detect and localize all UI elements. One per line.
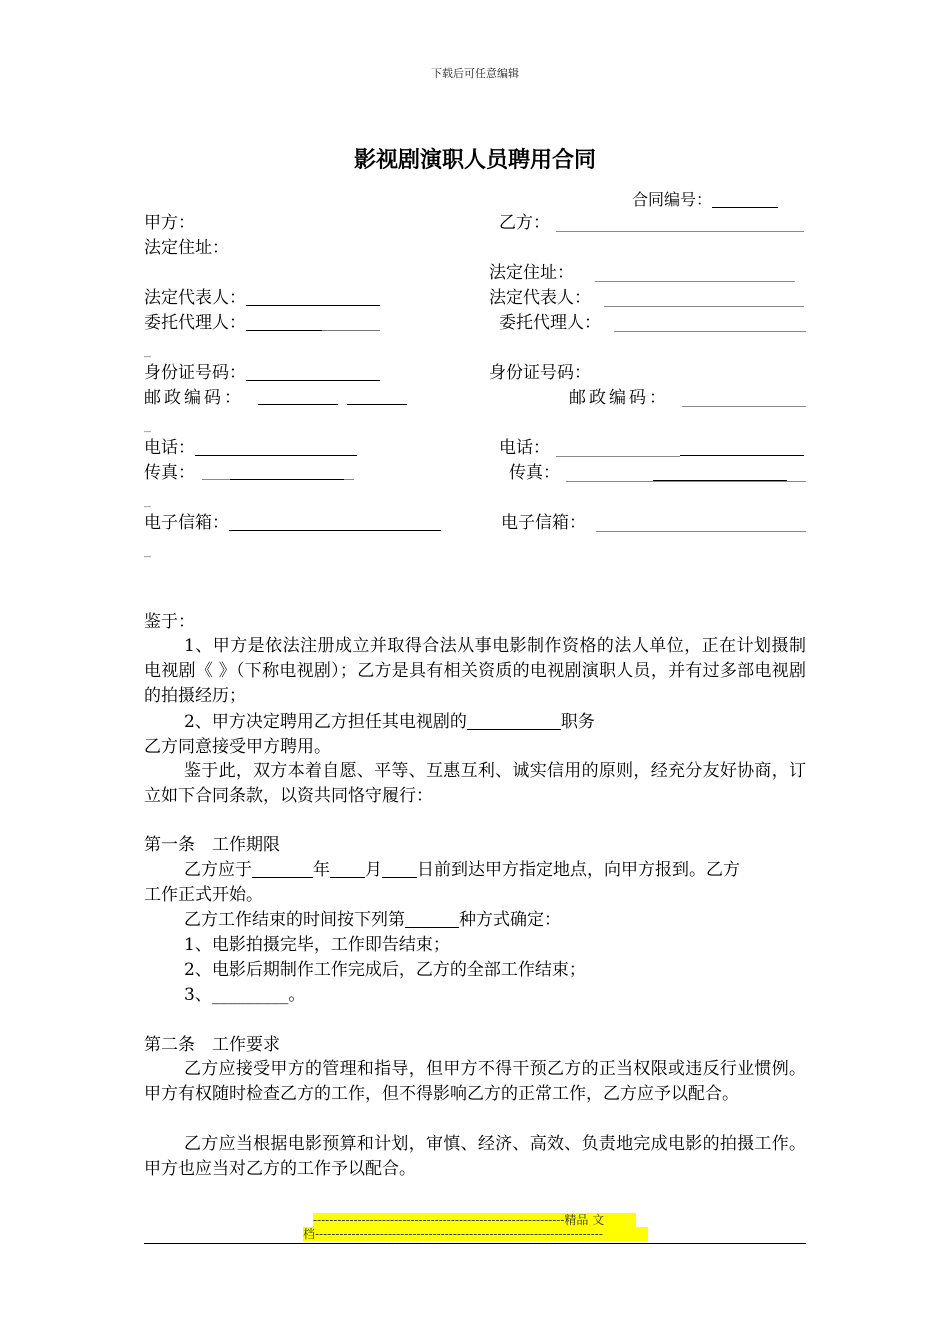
party-a-post-label: 邮政编码： xyxy=(144,388,244,408)
whereas-clause-2-line2: 乙方同意接受甲方聘用。 xyxy=(144,737,331,757)
party-b-phone-field[interactable] xyxy=(680,455,804,456)
party-a-email-label: 电子信箱： xyxy=(144,513,229,533)
article-1-item-3 xyxy=(184,984,305,1006)
party-a-email-field[interactable] xyxy=(229,513,441,531)
wrap-dash: _ xyxy=(144,417,151,433)
party-b-agent-field[interactable] xyxy=(614,331,806,332)
party-a-phone-field[interactable] xyxy=(195,438,357,456)
party-a-agent-field-ext xyxy=(322,313,380,331)
document-title: 影视剧演职人员聘用合同 xyxy=(353,148,596,173)
wrap-dash: _ xyxy=(144,542,151,558)
party-a-fax-field[interactable] xyxy=(230,479,344,480)
article-1-heading: 第一条 工作期限 xyxy=(144,835,280,855)
article-1-clause-2 xyxy=(184,909,561,931)
party-a-agent-row xyxy=(144,312,380,334)
party-b-fax-label: 传真： xyxy=(509,463,560,483)
end-method-field[interactable] xyxy=(405,910,459,928)
party-a-label: 甲方： xyxy=(144,213,195,233)
year-label: 年 xyxy=(313,860,330,880)
party-b-agent-label: 委托代理人： xyxy=(499,313,601,333)
article-2-clause-1: 乙方应接受甲方的管理和指导，但甲方不得干预乙方的正当权限或违反行业惯例。甲方有权随时检查乙方的工作，但不得影响乙方的正常工作，乙方应予以配合。 xyxy=(144,1059,806,1104)
party-a-fax-row xyxy=(144,462,195,484)
whereas-clause-2 xyxy=(184,711,595,733)
article-1-clause-1-text: 乙方应于 xyxy=(184,860,252,880)
party-b-email-label: 电子信箱： xyxy=(501,513,586,533)
article-1-clause-2-text: 乙方工作结束的时间按下列第 xyxy=(184,910,405,930)
party-a-phone-label: 电话： xyxy=(144,438,195,458)
party-a-post-row xyxy=(144,387,244,409)
article-1-clause-1 xyxy=(184,859,740,881)
party-b-rep-field[interactable] xyxy=(604,306,804,307)
party-b-email-field[interactable] xyxy=(596,531,806,532)
party-a-rep-label: 法定代表人： xyxy=(144,288,246,308)
article-1-clause-1-line2: 工作正式开始。 xyxy=(144,885,263,905)
article-1-item-3-end: 。 xyxy=(288,985,306,1005)
report-month-field[interactable] xyxy=(330,860,365,878)
party-a-agent-field[interactable] xyxy=(246,313,322,331)
party-b-label: 乙方： xyxy=(499,213,550,233)
party-b-name-field[interactable] xyxy=(556,231,804,232)
article-1-item-3-blank[interactable]: _________ xyxy=(211,985,289,1005)
party-a-id-row xyxy=(144,362,380,384)
party-a-rep-row xyxy=(144,287,380,309)
party-b-post-field[interactable] xyxy=(682,406,806,407)
whereas-clause-2-suffix: 职务 xyxy=(560,712,595,732)
wrap-dash: _ xyxy=(144,492,151,508)
footer-banner-line-2: 档----------------------------------------------------------------------- xyxy=(303,1227,648,1241)
party-b-rep-label: 法定代表人： xyxy=(489,288,591,308)
party-b-fax-field-bg xyxy=(566,481,806,482)
whereas-clause-3: 鉴于此，双方本着自愿、平等、互惠互利、诚实信用的原则，经充分友好协商，订立如下合同条款，以资共同恪守履行： xyxy=(144,761,806,806)
footer-rule xyxy=(144,1243,806,1244)
party-a-email-row xyxy=(144,512,441,534)
party-a-id-label: 身份证号码： xyxy=(144,363,246,383)
party-b-post-label: 邮政编码： xyxy=(569,388,669,408)
article-1-clause-1-tail: 日前到达甲方指定地点，向甲方报到。乙方 xyxy=(417,860,740,880)
whereas-clause-1: 1、甲方是依法注册成立并取得合法从事电影制作资格的法人单位，正在计划摄制电视剧《 》（下称电视剧）；乙方是具有相关资质的电视剧演职人员，并有过多部电视剧的拍摄经历； xyxy=(144,636,806,706)
whereas-clause-2-text: 2、甲方决定聘用乙方担任其电视剧的 xyxy=(184,712,467,732)
article-1-item-3-number: 3、 xyxy=(184,985,212,1005)
party-a-phone-row xyxy=(144,437,357,459)
wrap-dash: _ xyxy=(144,342,151,358)
article-2-heading: 第二条 工作要求 xyxy=(144,1035,280,1055)
party-a-id-field[interactable] xyxy=(246,363,380,381)
footer-banner-line-1: --------------------------------------------------------------精品 文 xyxy=(313,1213,636,1227)
party-b-phone-label: 电话： xyxy=(499,438,550,458)
article-1-item-2: 2、电影后期制作工作完成后，乙方的全部工作结束； xyxy=(184,960,586,980)
whereas-heading: 鉴于： xyxy=(144,612,195,632)
report-year-field[interactable] xyxy=(252,860,313,878)
article-2-clause-2: 乙方应当根据电影预算和计划，审慎、经济、高效、负责地完成电影的拍摄工作。甲方也应当对乙方的工作予以配合。 xyxy=(144,1134,806,1179)
party-b-address-field[interactable] xyxy=(595,281,795,282)
party-a-post-field-ext xyxy=(347,404,407,405)
party-b-phone-field-bg xyxy=(556,456,680,457)
header-note: 下载后可任意编辑 xyxy=(431,67,519,80)
article-1-item-1: 1、电影拍摄完毕，工作即告结束； xyxy=(184,935,450,955)
contract-number xyxy=(632,189,778,211)
party-a-post-field[interactable] xyxy=(258,404,338,405)
party-a-agent-label: 委托代理人： xyxy=(144,313,246,333)
party-a-address-label: 法定住址： xyxy=(144,238,229,258)
party-a-fax-label: 传真： xyxy=(144,463,195,483)
month-label: 月 xyxy=(365,860,382,880)
party-b-address-label: 法定住址： xyxy=(489,263,574,283)
party-b-fax-field[interactable] xyxy=(653,480,787,481)
report-day-field[interactable] xyxy=(382,860,417,878)
party-b-id-label: 身份证号码： xyxy=(489,363,591,383)
position-field[interactable] xyxy=(467,712,561,730)
party-a-rep-field[interactable] xyxy=(246,288,380,306)
contract-number-field[interactable] xyxy=(712,190,778,208)
article-1-clause-2-tail: 种方式确定： xyxy=(459,910,561,930)
contract-number-label: 合同编号： xyxy=(632,190,713,209)
